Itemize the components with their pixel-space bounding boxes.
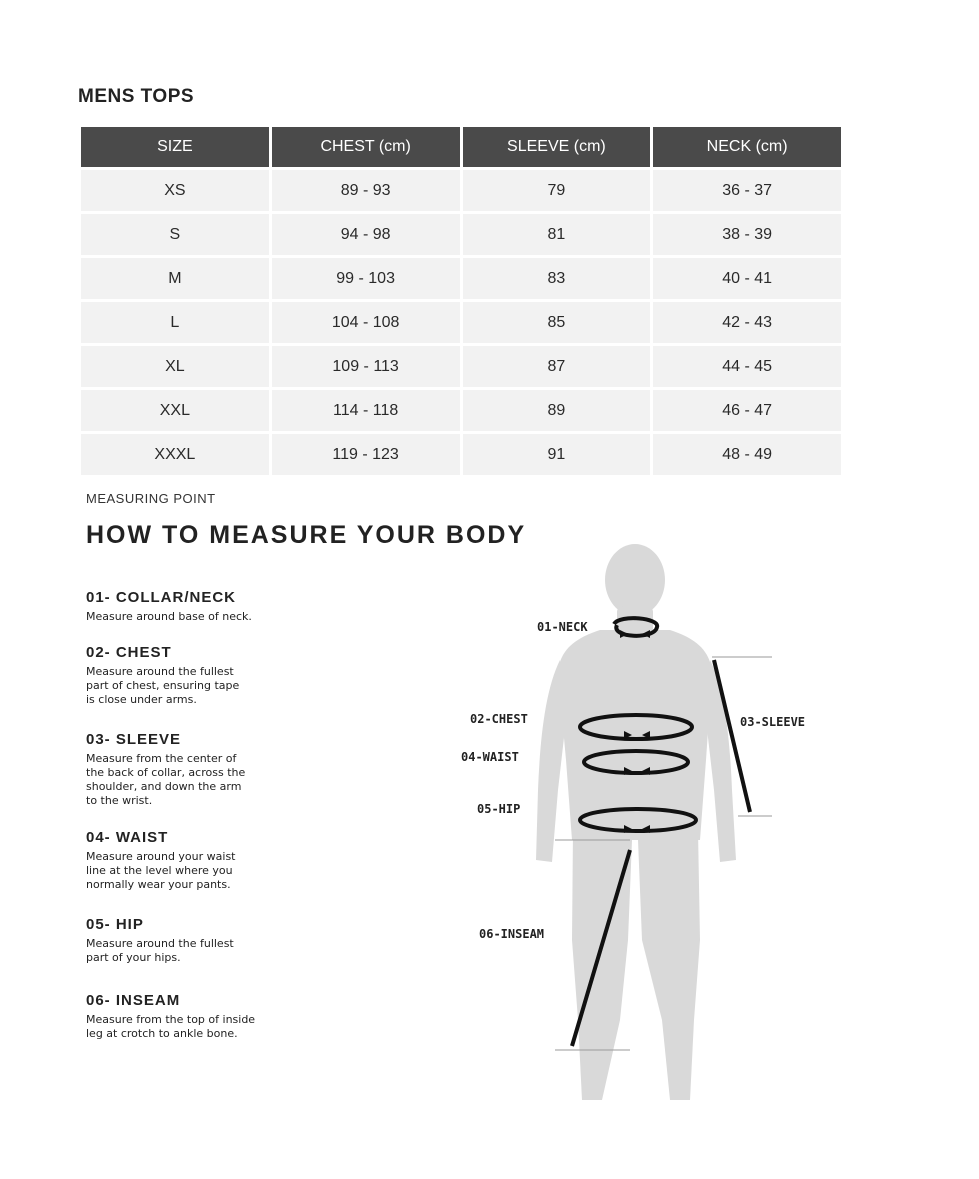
instruction-text: Measure around base of neck. [86,610,252,623]
cell-chest: 94 - 98 [272,214,460,255]
measuring-point-label: MEASURING POINT [86,491,216,506]
cell-sleeve: 83 [463,258,651,299]
cell-chest: 119 - 123 [272,434,460,475]
instruction-text: Measure from the center of the back of collar, across the shoulder, and down the arm to the wrist. [86,752,246,807]
section-title: MENS TOPS [78,86,195,107]
instruction-heading: 03- SLEEVE [86,731,182,748]
cell-chest: 99 - 103 [272,258,460,299]
cell-sleeve: 91 [463,434,651,475]
instruction-waist [86,829,346,892]
instruction-neck [86,589,346,624]
cell-size: M [81,258,269,299]
cell-neck: 38 - 39 [653,214,841,255]
header-sleeve: SLEEVE (cm) [463,127,651,167]
table-row [81,346,841,387]
cell-size: XXL [81,390,269,431]
cell-neck: 48 - 49 [653,434,841,475]
cell-sleeve: 87 [463,346,651,387]
cell-size: S [81,214,269,255]
instruction-text: Measure around the fullest part of your hips. [86,937,234,964]
cell-size: XXXL [81,434,269,475]
cell-neck: 46 - 47 [653,390,841,431]
table-row [81,302,841,343]
cell-sleeve: 79 [463,170,651,211]
cell-size: L [81,302,269,343]
header-neck: NECK (cm) [653,127,841,167]
instruction-heading: 04- WAIST [86,829,169,846]
label-neck: 01-NECK [537,620,588,634]
label-waist: 04-WAIST [461,750,519,764]
size-table [78,124,844,478]
label-hip: 05-HIP [477,802,521,816]
cell-size: XS [81,170,269,211]
cell-neck: 44 - 45 [653,346,841,387]
label-inseam: 06-INSEAM [479,927,545,941]
cell-neck: 40 - 41 [653,258,841,299]
instruction-text: Measure from the top of inside leg at crotch to ankle bone. [86,1013,256,1040]
label-chest: 02-CHEST [470,712,528,726]
instruction-text: Measure around your waist line at the level where you normally wear your pants. [86,850,236,891]
table-row [81,390,841,431]
how-to-measure-title: HOW TO MEASURE YOUR BODY [86,521,527,549]
cell-neck: 36 - 37 [653,170,841,211]
cell-chest: 89 - 93 [272,170,460,211]
table-row [81,170,841,211]
cell-sleeve: 85 [463,302,651,343]
cell-size: XL [81,346,269,387]
table-row [81,434,841,475]
table-row [81,258,841,299]
instruction-heading: 02- CHEST [86,644,172,661]
cell-chest: 104 - 108 [272,302,460,343]
cell-neck: 42 - 43 [653,302,841,343]
cell-sleeve: 89 [463,390,651,431]
instruction-heading: 01- COLLAR/NECK [86,589,237,606]
instruction-sleeve [86,731,346,808]
instruction-heading: 05- HIP [86,916,144,933]
instruction-hip [86,916,346,965]
header-chest: CHEST (cm) [272,127,460,167]
header-size: SIZE [81,127,269,167]
label-sleeve: 03-SLEEVE [740,715,806,729]
instruction-text: Measure around the fullest part of chest, ensuring tape is close under arms. [86,665,240,706]
table-row [81,214,841,255]
cell-sleeve: 81 [463,214,651,255]
table-header-row [81,127,841,167]
cell-chest: 109 - 113 [272,346,460,387]
body-silhouette-figure [440,540,840,1120]
cell-chest: 114 - 118 [272,390,460,431]
instruction-heading: 06- INSEAM [86,992,181,1009]
instruction-chest [86,644,346,707]
instruction-inseam [86,992,346,1041]
